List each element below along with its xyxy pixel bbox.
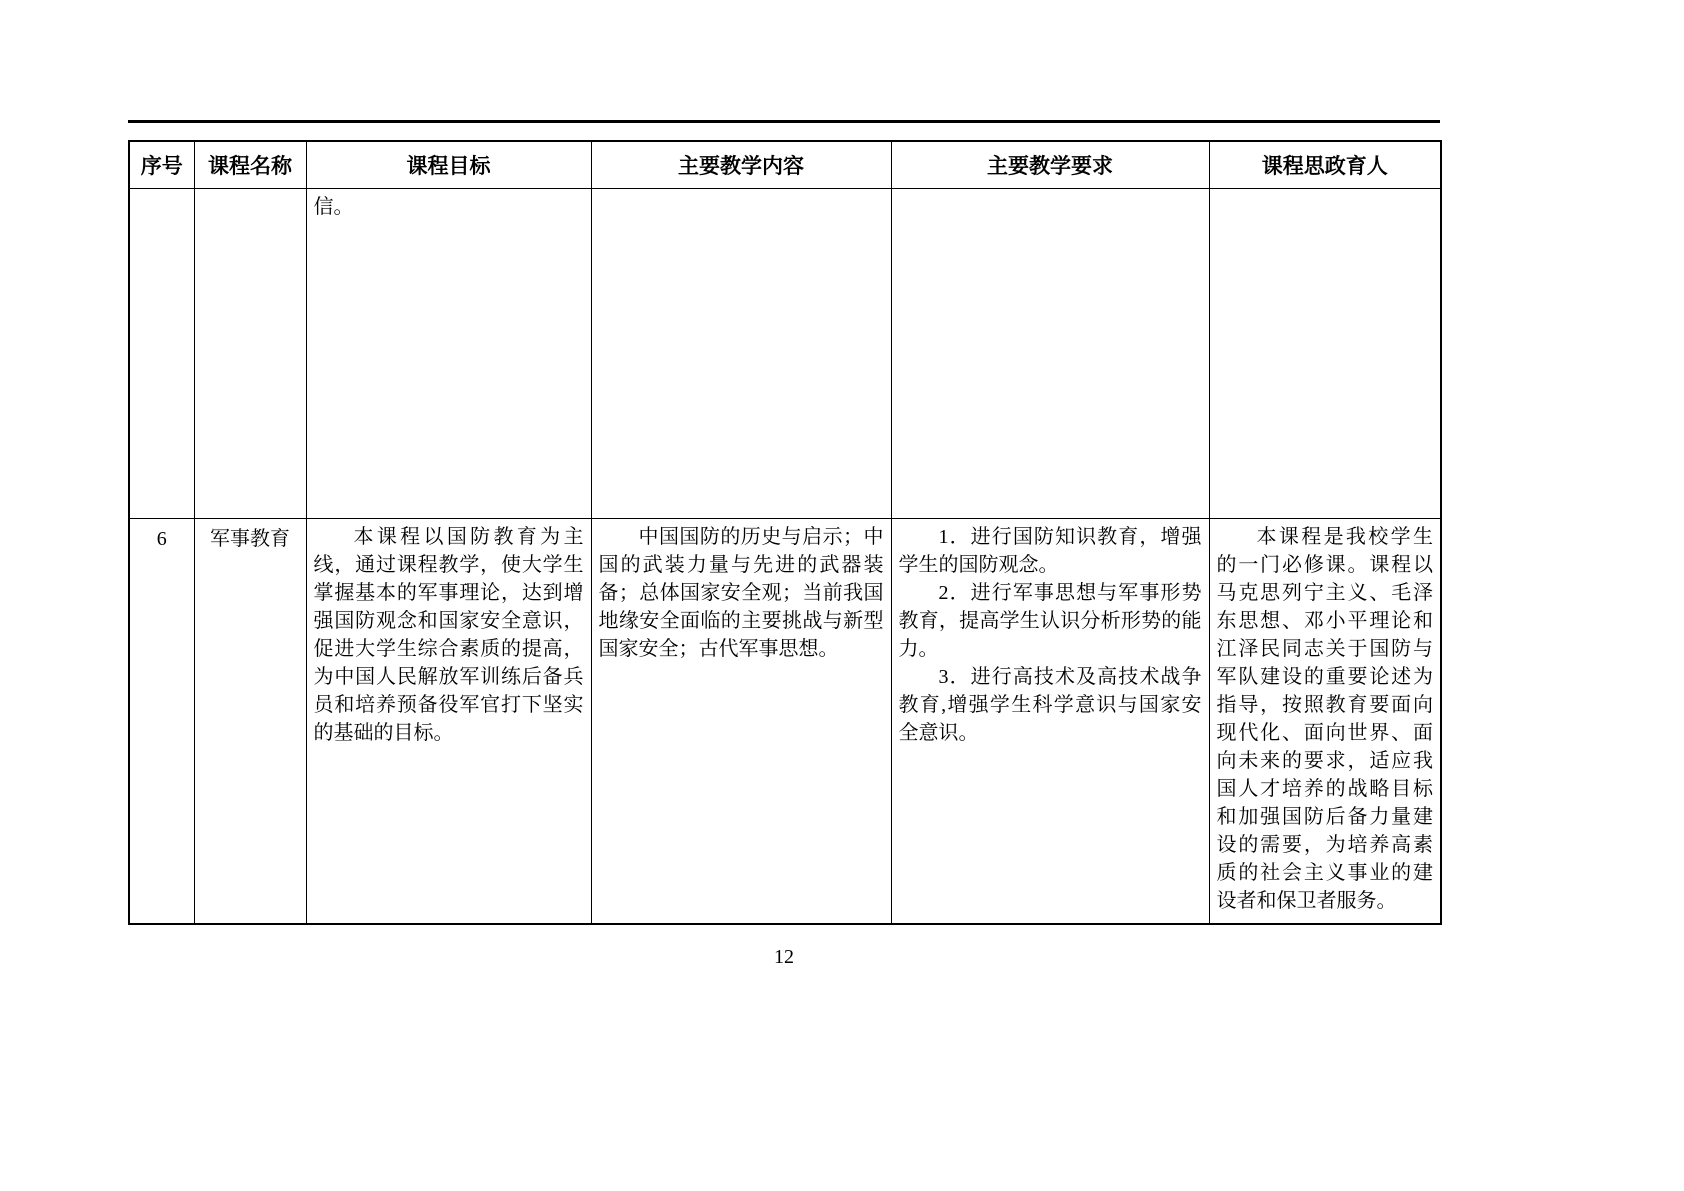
course-table [128, 140, 1442, 925]
col-header-course-name: 课程名称 [194, 141, 306, 189]
cell-teaching-requirements [891, 189, 1209, 519]
page-header-rule [128, 120, 1440, 123]
col-header-ideology-education: 课程思政育人 [1209, 141, 1441, 189]
col-header-seq: 序号 [129, 141, 194, 189]
cell-course-objective [306, 189, 591, 519]
cell-ideology-education [1209, 519, 1441, 925]
cell-course-objective [306, 519, 591, 925]
table-row-military-education [129, 519, 1441, 925]
cell-ideology-education [1209, 189, 1441, 519]
paragraph: 信。 [313, 196, 354, 218]
cell-course-name [194, 189, 306, 519]
cell-seq [129, 189, 194, 519]
cell-course-name: 军事教育 [194, 519, 306, 925]
col-header-teaching-requirements: 主要教学要求 [891, 141, 1209, 189]
cell-seq: 6 [129, 519, 194, 925]
paragraph: 中国国防的历史与启示；中国的武装力量与先进的武器装备；总体国家安全观；当前我国地缘安全面临的主要挑战与新型国家安全；古代军事思想。 [598, 526, 884, 660]
paragraph: 3．进行高技术及高技术战争教育,增强学生科学意识与国家安全意识。 [898, 666, 1202, 744]
paragraph: 2．进行军事思想与军事形势教育，提高学生认识分析形势的能力。 [898, 582, 1202, 660]
cell-teaching-content [591, 189, 891, 519]
paragraph: 1．进行国防知识教育，增强学生的国防观念。 [898, 526, 1202, 576]
table-row-continuation [129, 189, 1441, 519]
table-header-row [129, 141, 1441, 189]
paragraph: 本课程以国防教育为主线，通过课程教学，使大学生掌握基本的军事理论，达到增强国防观念和国家安全意识，促进大学生综合素质的提高，为中国人民解放军训练后备兵员和培养预备役军官打下坚实的基础的目标。 [313, 526, 584, 744]
col-header-teaching-content: 主要教学内容 [591, 141, 891, 189]
page-number: 12 [774, 946, 794, 968]
cell-teaching-content [591, 519, 891, 925]
col-header-course-objective: 课程目标 [306, 141, 591, 189]
cell-teaching-requirements [891, 519, 1209, 925]
paragraph: 本课程是我校学生的一门必修课。课程以马克思列宁主义、毛泽东思想、邓小平理论和江泽民同志关于国防与军队建设的重要论述为指导，按照教育要面向现代化、面向世界、面向未来的要求，适应我国人才培养的战略目标和加强国防后备力量建设的需要，为培养高素质的社会主义事业的建设者和保卫者服务。 [1216, 526, 1433, 912]
